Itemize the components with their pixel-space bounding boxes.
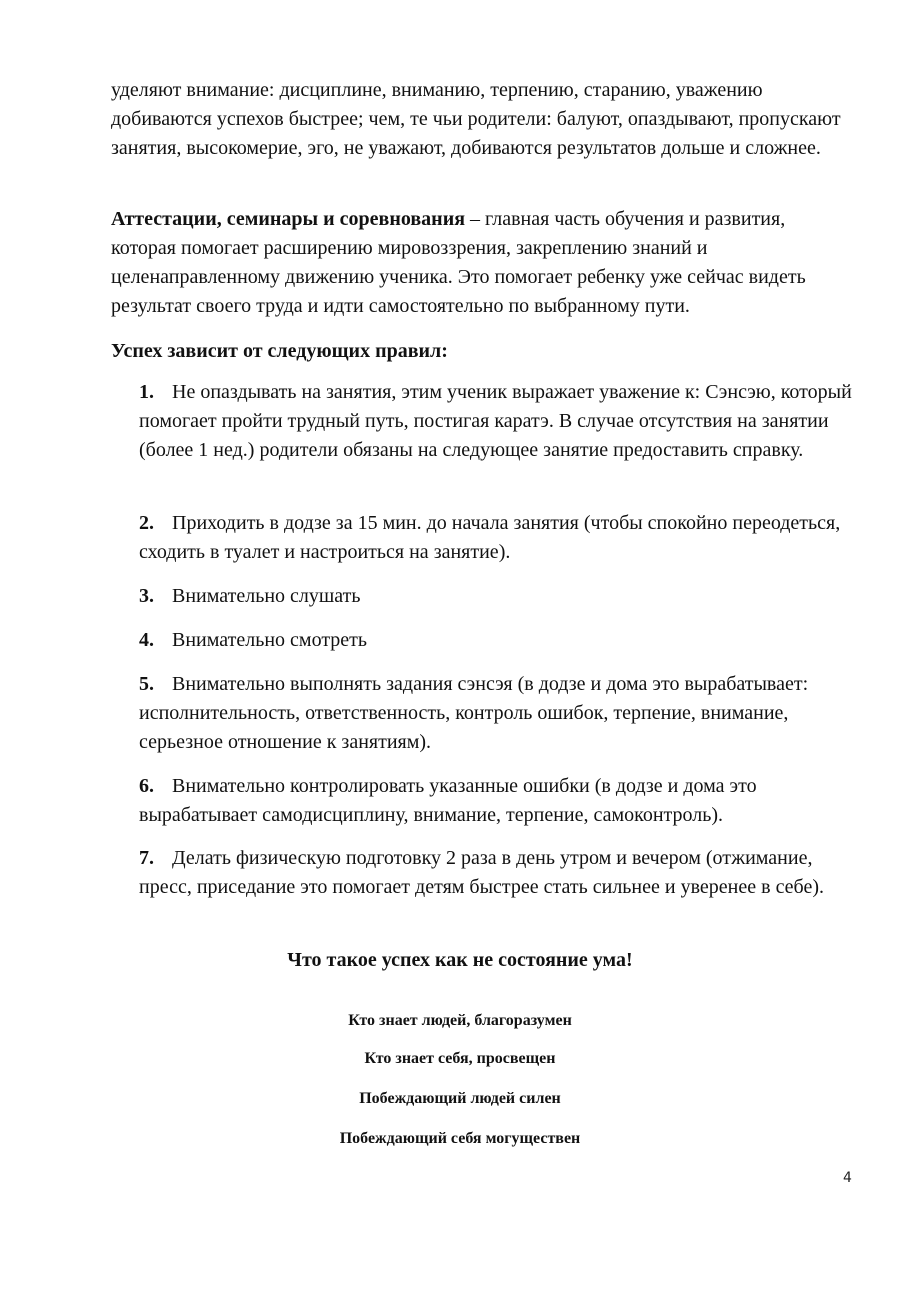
page-number: 4 [843,1170,852,1186]
rule-text: Внимательно слушать [172,585,361,607]
rule-text: Внимательно смотреть [172,629,368,651]
quote-line: Кто знает себя, просвещен [364,1050,556,1067]
attestation-body: – главная часть обучения и развития, которая помогает расширению мировоззрения, закреплению знаний и целенаправленному движению ученика. Это помогает ребенку уже сейчас видеть результат своего труда и идти самостоятельно по выбранному пути. [111,208,806,317]
quote-line: Побеждающий себя могуществен [339,1130,581,1147]
rule-text: Внимательно выполнять задания сэнсэя (в додзе и дома это вырабатывает: исполнительность, ответственность, контроль ошибок, терпение, внимание, серьезное отношение к занятиям). [139,673,809,753]
success-heading: Что такое успех как не состояние ума! [287,949,633,971]
rule-number: 4. [139,629,154,651]
rule-text: Делать физическую подготовку 2 раза в день утром и вечером (отжимание, пресс, приседание это помогает детям быстрее стать сильнее и уверенее в себе). [139,847,825,898]
rule-number: 2. [139,512,154,534]
rule-text: Не опаздывать на занятия, этим ученик выражает уважение к: Сэнсэю, который помогает пройти трудный путь, постигая каратэ. В случае отсутствия на занятии (более 1 нед.) родители обязаны на следующее занятие предоставить справку. [139,381,852,461]
attestation-paragraph [111,205,851,321]
rule-number: 6. [139,775,154,797]
rules-heading: Успех зависит от следующих правил: [111,340,448,362]
rule-number: 7. [139,847,154,869]
rule-number: 5. [139,673,154,695]
quote-line: Кто знает людей, благоразумен [348,1012,572,1029]
rule-number: 1. [139,381,154,403]
rule-text: Внимательно контролировать указанные ошибки (в додзе и дома это вырабатывает самодисциплину, внимание, терпение, самоконтроль). [139,775,757,826]
rule-item-1 [139,378,854,465]
rule-item-7 [139,844,854,902]
attestation-bold-lead: Аттестации, семинары и соревнования [111,208,466,230]
quote-line: Побеждающий людей силен [359,1090,561,1107]
rule-item-6 [139,772,854,830]
intro-paragraph: уделяют внимание: дисциплине, вниманию, терпению, старанию, уважению добиваются успехов быстрее; чем, те чьи родители: балуют, опаздывают, пропускают занятия, высокомерие, эго, не уважают, добиваются результатов дольше и сложнее. [111,79,841,159]
rule-text: Приходить в додзе за 15 мин. до начала занятия (чтобы спокойно переодеться, сходить в туалет и настроиться на занятие). [139,512,841,563]
rule-item-3 [139,582,854,611]
rule-item-4 [139,626,854,655]
rule-item-2 [139,509,854,567]
rule-number: 3. [139,585,154,607]
rule-item-5 [139,670,854,757]
